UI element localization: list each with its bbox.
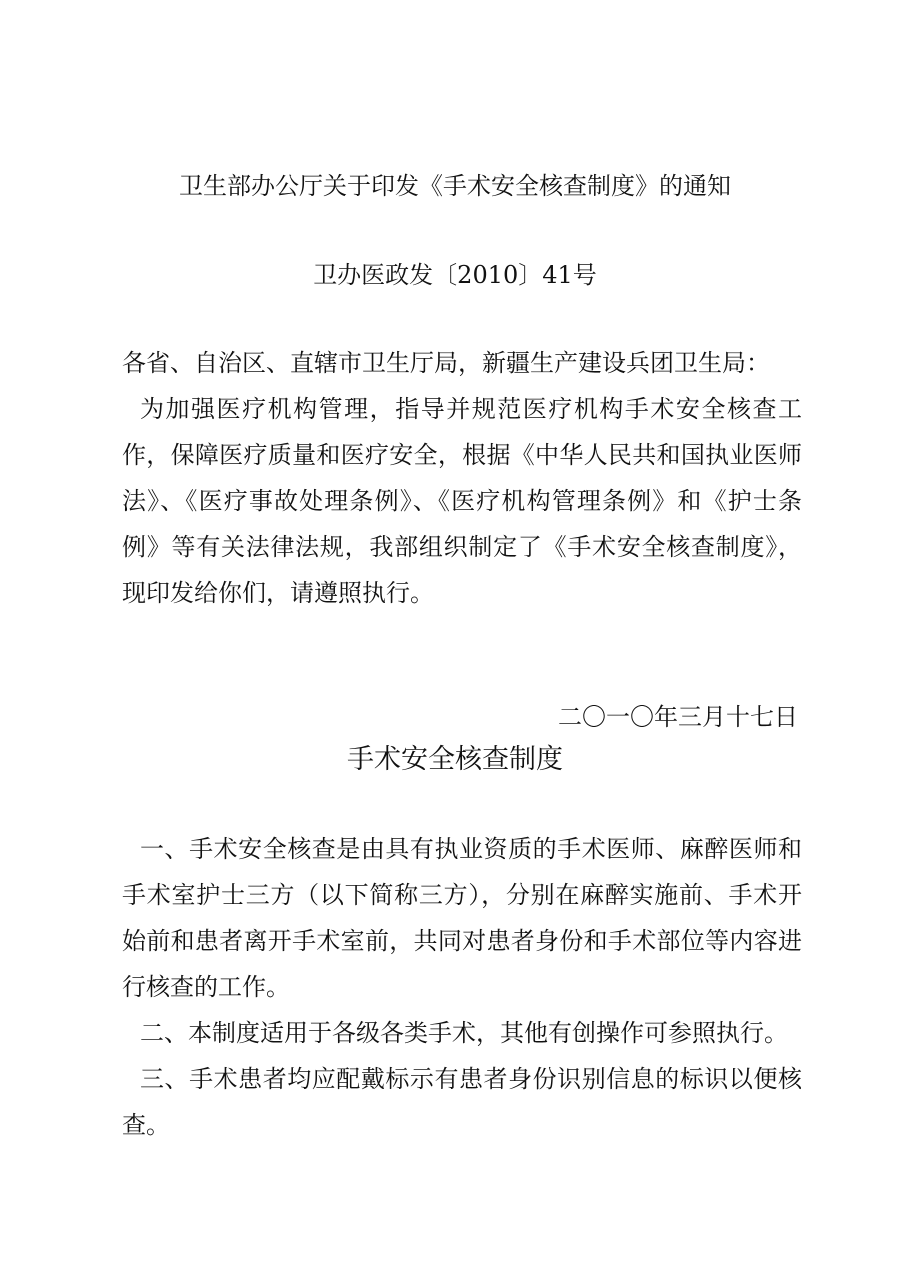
regulation-title: 手术安全核查制度: [347, 744, 563, 775]
document-number: 卫办医政发〔2010〕41号: [313, 261, 597, 289]
article-3: 三、手术患者均应配戴标示有患者身份识别信息的标识以便核查。: [122, 1065, 802, 1139]
addressee: 各省、自治区、直辖市卫生厅局，新疆生产建设兵团卫生局：: [122, 349, 770, 377]
regulation-body: [122, 826, 802, 1148]
notice-title: 卫生部办公厅关于印发《手术安全核查制度》的通知: [179, 172, 731, 200]
notice-paragraph: 为加强医疗机构管理，指导并规范医疗机构手术安全核查工作，保障医疗质量和医疗安全，根据《中华人民共和国执业医师法》、《医疗事故处理条例》、《医疗机构管理条例》和《护士条例》等有关法律法规，我部组织制定了《手术安全核查制度》，现印发给你们，请遵照执行。: [122, 395, 802, 607]
article-2: 二、本制度适用于各级各类手术，其他有创操作可参照执行。: [140, 1019, 788, 1047]
article-1: 一、手术安全核查是由具有执业资质的手术医师、麻醉医师和手术室护士三方（以下简称三方），分别在麻醉实施前、手术开始前和患者离开手术室前，共同对患者身份和手术部位等内容进行核查的工作。: [122, 835, 802, 1001]
issue-date: 二〇一〇年三月十七日: [558, 703, 798, 731]
notice-body: [122, 340, 802, 616]
